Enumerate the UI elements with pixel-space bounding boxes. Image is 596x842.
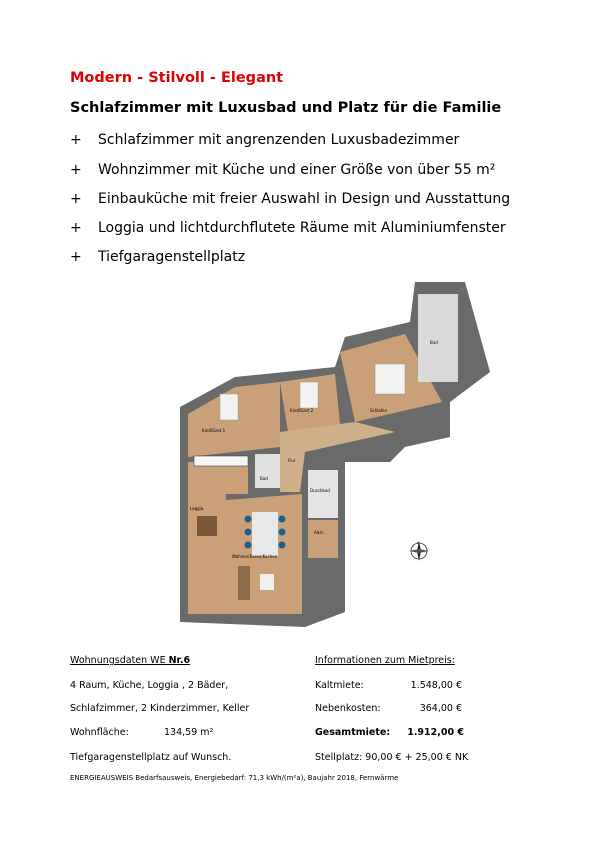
- feature-item: [70, 191, 510, 207]
- left-info-title-bold: Nr.6: [168, 655, 191, 666]
- energy-certificate: ENERGIEAUSWEIS Bedarfsausweis, Energiebedarf: 71,3 kWh/(m²a), Baujahr 2018, Fernwärme: [70, 774, 399, 782]
- chair-icon: [279, 516, 286, 523]
- room-abst: [308, 520, 338, 558]
- feature-text: Einbauküche mit freier Auswahl in Design und Ausstattung: [98, 191, 511, 207]
- stellplatz-info: Stellplatz: 90,00 € + 25,00 € NK: [315, 752, 469, 763]
- feature-item: [70, 249, 245, 265]
- label-bad: Bad: [430, 340, 438, 345]
- feature-text: Tiefgaragenstellplatz: [98, 249, 246, 265]
- floor-plan: [180, 282, 490, 627]
- label-duschbad: Duschbad: [310, 488, 330, 493]
- feature-text: Schlafzimmer mit angrenzenden Luxusbadezimmer: [98, 132, 460, 148]
- label-schlafen: Schlafen: [370, 408, 388, 413]
- feature-item: [70, 220, 506, 236]
- feature-item: [70, 132, 459, 148]
- label-bad2: Bad: [260, 476, 268, 481]
- chair-icon: [245, 529, 252, 536]
- label-kind1: Kind/Gast 1: [202, 428, 226, 433]
- bullet-plus: +: [70, 162, 82, 178]
- compass-north-label: N: [417, 541, 420, 545]
- chair-icon: [245, 516, 252, 523]
- room-bad: [418, 294, 458, 382]
- feature-text: Wohnzimmer mit Küche und einer Größe von über 55 m²: [98, 162, 496, 178]
- bed-icon: [220, 394, 238, 420]
- gesamtmiete-value: 1.912,00 €: [407, 727, 464, 738]
- label-kind2: Kind/Gast 2: [290, 408, 314, 413]
- compass-icon: [408, 540, 430, 562]
- subheadline: Schlafzimmer mit Luxusbad und Platz für die Familie: [70, 100, 502, 116]
- kaltmiete-value: 1.548,00 €: [410, 680, 462, 691]
- chair-icon: [279, 542, 286, 549]
- feature-item: [70, 162, 495, 178]
- room-bad2: [255, 454, 280, 488]
- left-info-line1: 4 Raum, Küche, Loggia , 2 Bäder,: [70, 680, 229, 691]
- bullet-plus: +: [70, 220, 82, 236]
- left-info-line4: Tiefgaragenstellplatz auf Wunsch.: [70, 752, 232, 763]
- left-info-title: [70, 655, 190, 666]
- label-wohnen: Wohnen/Essen/Kochen: [232, 554, 278, 559]
- label-abst: Abst.: [314, 530, 325, 535]
- feature-text: Loggia und lichtdurchflutete Räume mit Aluminiumfenster: [98, 220, 506, 236]
- left-info-line2: Schlafzimmer, 2 Kinderzimmer, Keller: [70, 703, 250, 714]
- label-loggia: Loggia: [190, 506, 204, 511]
- coffee-table-icon: [260, 574, 274, 590]
- area-label: Wohnfläche:: [70, 727, 129, 738]
- bullet-plus: +: [70, 191, 82, 207]
- right-info-title: Informationen zum Mietpreis:: [315, 655, 455, 666]
- bullet-plus: +: [70, 132, 82, 148]
- kaltmiete-label: Kaltmiete:: [315, 680, 364, 691]
- sofa-icon: [238, 566, 250, 600]
- nebenkosten-value: 364,00 €: [419, 703, 462, 714]
- dining-table: [252, 512, 278, 556]
- bed-icon: [300, 382, 318, 408]
- headline: Modern - Stilvoll - Elegant: [70, 70, 284, 86]
- label-flur: Flur: [288, 458, 296, 463]
- kitchen-counter: [194, 456, 248, 466]
- loggia-table-icon: [197, 516, 217, 536]
- chair-icon: [279, 529, 286, 536]
- area-value: 134,59 m²: [164, 727, 214, 738]
- chair-icon: [245, 542, 252, 549]
- gesamtmiete-label: Gesamtmiete:: [315, 727, 391, 738]
- nebenkosten-label: Nebenkosten:: [315, 703, 381, 714]
- bullet-plus: +: [70, 249, 82, 265]
- left-info-title-prefix: Wohnungsdaten WE: [70, 655, 169, 666]
- bed-icon: [375, 364, 405, 394]
- room-duschbad: [308, 470, 338, 518]
